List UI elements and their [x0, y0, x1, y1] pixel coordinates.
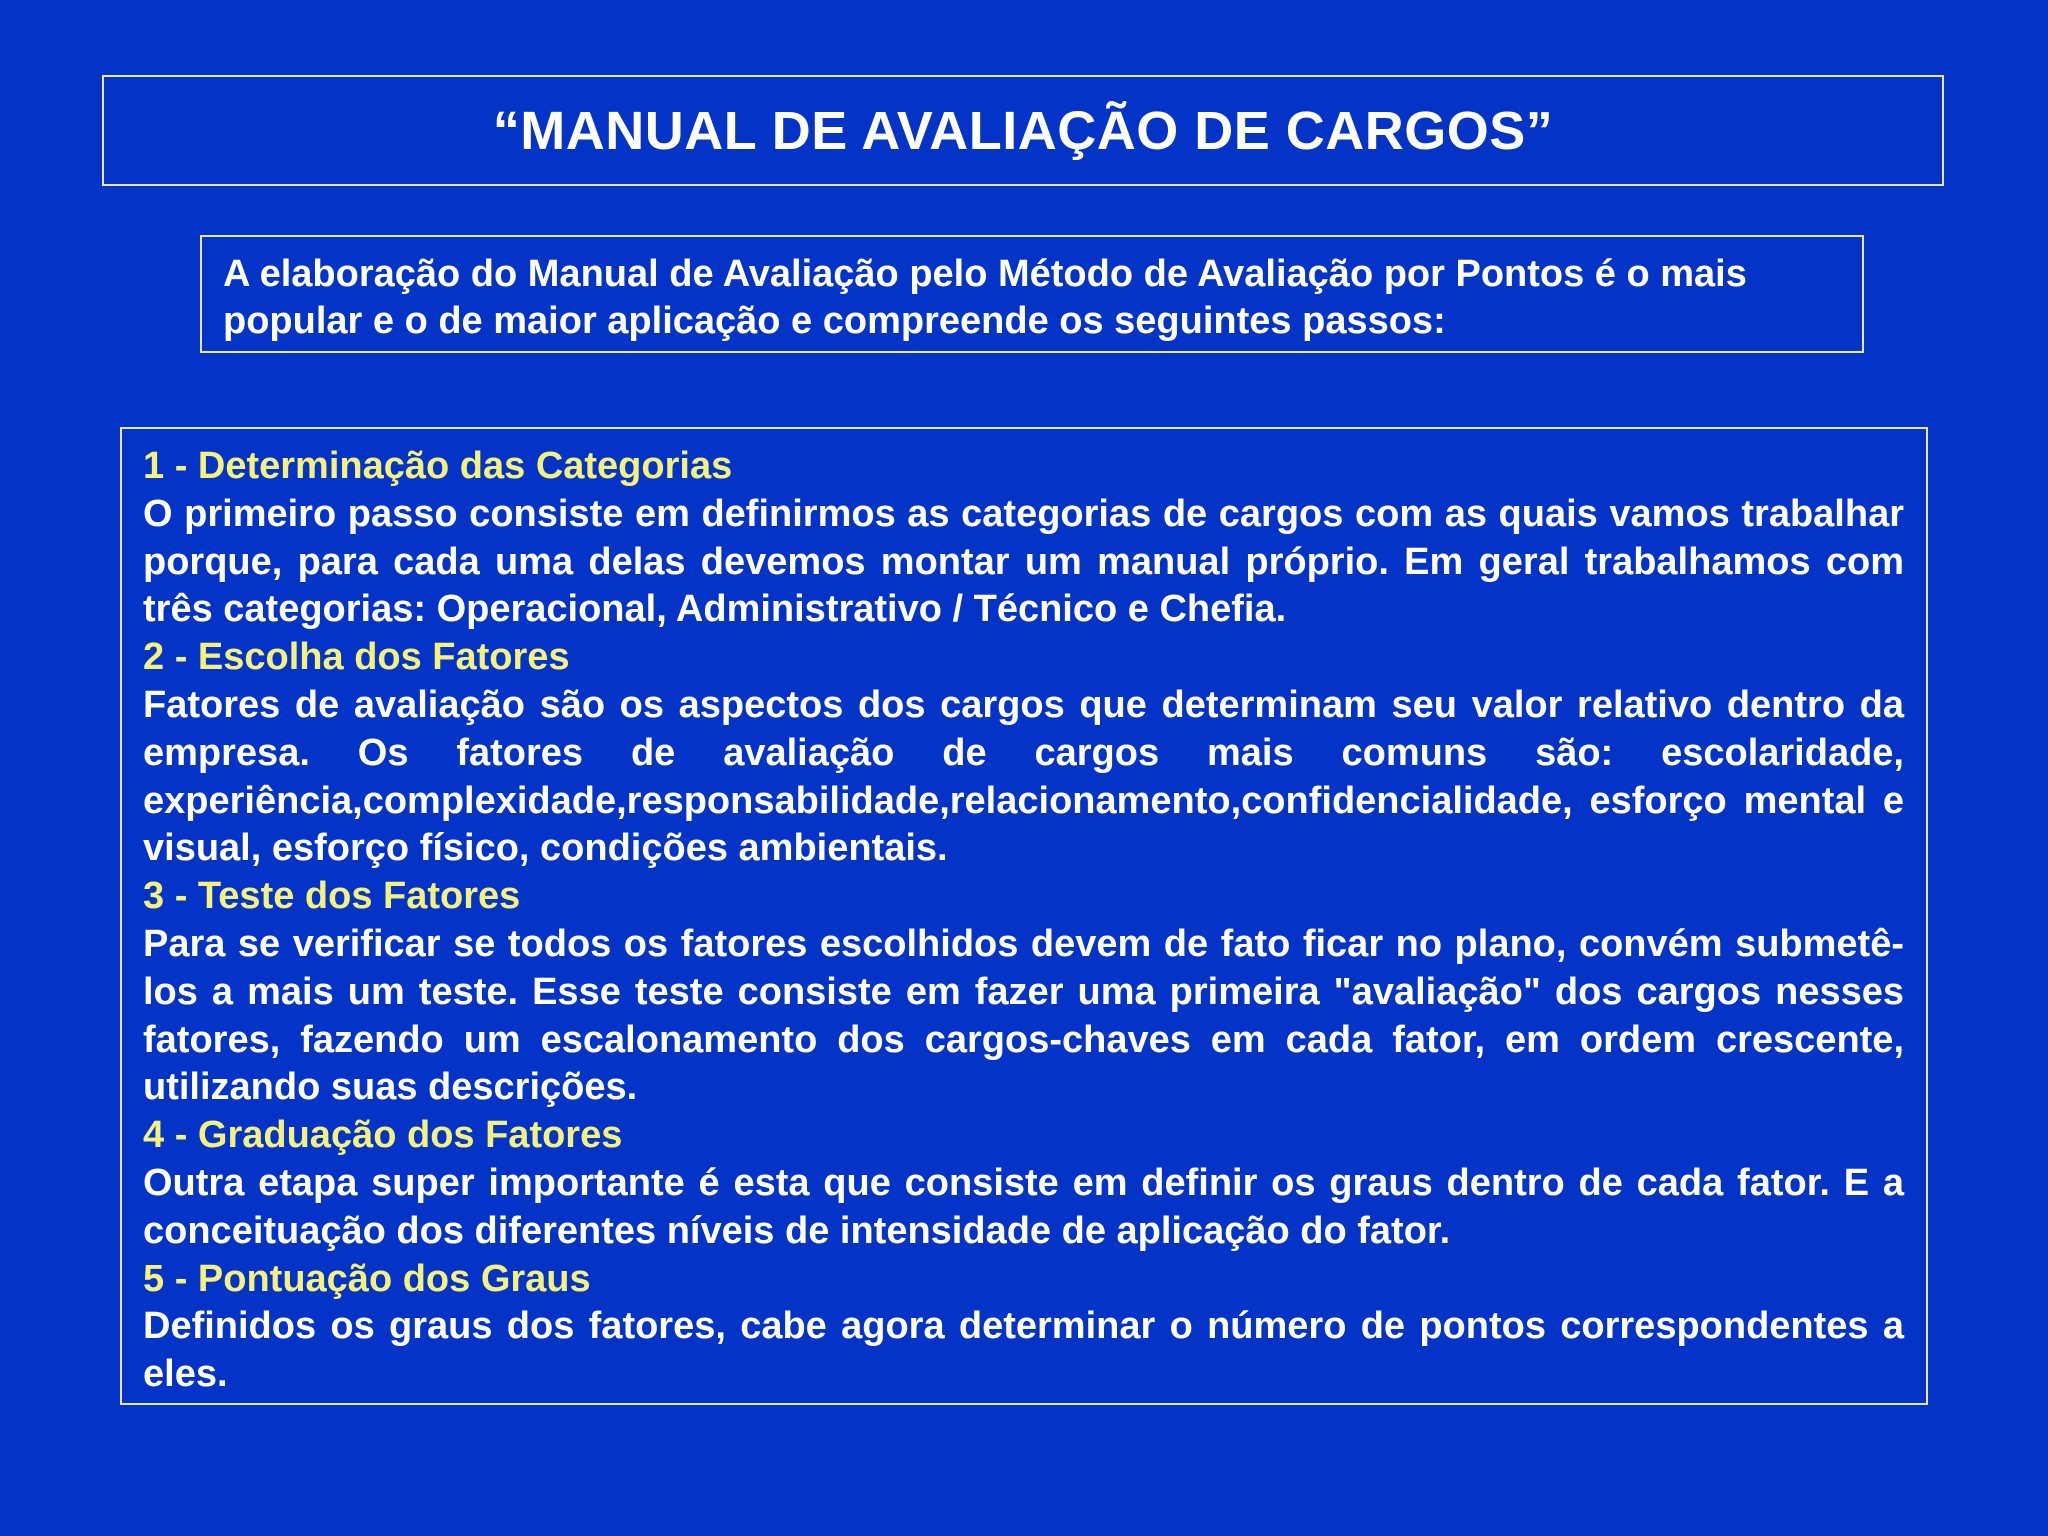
step-5-heading: 5 - Pontuação dos Graus: [143, 1257, 591, 1300]
step-1-heading: 1 - Determinação das Categorias: [143, 445, 733, 487]
intro-text: A elaboração do Manual de Avaliação pelo Método de Avaliação por Pontos é o mais popular e o de maior aplicação e compreende os seguintes passos:: [223, 253, 1747, 342]
step-4-heading: 4 - Graduação dos Fatores: [143, 1114, 623, 1157]
step-2-body: Fatores de avaliação são os aspectos dos cargos que determinam seu valor relativo dentro da empresa. Os fatores de avaliação de cargos mais comuns são: escolaridade, experiência,complexidade,responsabilidade,relacionamento,confidencialidade, esforço mental e visual, esforço físico, condições ambientais.: [143, 683, 1904, 870]
step-3-body: Para se verificar se todos os fatores escolhidos devem de fato ficar no plano, convém submetê-los a mais um teste. Esse teste consiste em fazer uma primeira "avaliação" dos cargos nesses fatores, fazendo um escalonamento dos cargos-chaves em cada fator, em ordem crescente, utilizando suas descrições.: [143, 922, 1904, 1109]
step-1-body: O primeiro passo consiste em definirmos as categorias de cargos com as quais vamos trabalhar porque, para cada uma delas devemos montar um manual próprio. Em geral trabalhamos com três categorias: Operacional, Administrativo / Técnico e Chefia.: [143, 492, 1904, 631]
step-2-heading: 2 - Escolha dos Fatores: [143, 636, 570, 679]
page-title: “MANUAL DE AVALIAÇÃO DE CARGOS”: [492, 100, 1554, 161]
steps-box: [120, 427, 1928, 1405]
step-3-heading: 3 - Teste dos Fatores: [143, 875, 521, 918]
title-box: [102, 75, 1944, 186]
step-4-body: Outra etapa super importante é esta que consiste em definir os graus dentro de cada fator. E a conceituação dos diferentes níveis de intensidade de aplicação do fator.: [143, 1161, 1904, 1252]
step-5-body: Definidos os graus dos fatores, cabe agora determinar o número de pontos correspondentes a eles.: [143, 1305, 1904, 1396]
intro-box: [200, 235, 1864, 353]
